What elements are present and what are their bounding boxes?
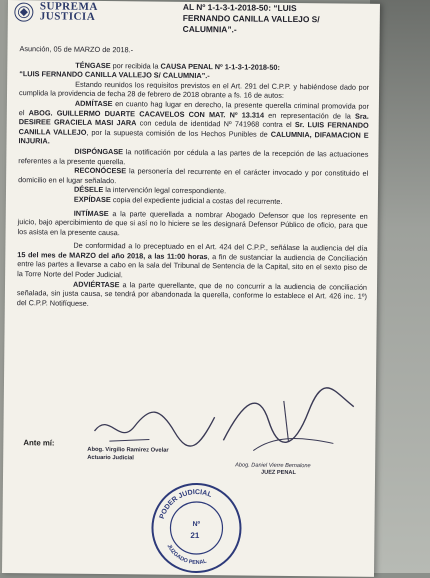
advertase-lead: ADVIÉRTASE <box>72 279 120 289</box>
judge-signature-block <box>235 462 311 477</box>
admitase-text-d: , por la supuesta comisión de los Hechos Punibles de <box>86 127 271 139</box>
paragraph-dispongase <box>18 146 368 169</box>
intimase-text: a la parte querellada a nombrar Abogado Defensor que los represente en juicio, bajo apercibimiento de que si así no lo hiciere se les designará Defensor Público de oficio, para que los asista en la presente causa. <box>17 208 368 237</box>
document-header <box>8 0 380 35</box>
case-ref-line1: AL Nº 1-1-3-1-2018-50: “LUIS <box>182 1 297 14</box>
advertase-text: a la parte querellante, que de no concurrir a la audiencia de conciliación señalada, sin justa causa, se tendrá por abandonada la querella, conforme lo establece el Art. 426 inc. 1º) del C.P.P. Notifíquese. <box>16 279 368 308</box>
document-page <box>2 0 380 577</box>
paragraph-advertase <box>17 279 367 311</box>
stamp-bottom-text: JUZGADO PENAL <box>165 543 208 567</box>
ante-mi-label: Ante mí: <box>23 438 55 448</box>
court-stamp <box>148 480 245 577</box>
admitase-text-c: con cedula de identidad Nº 741968 contra el <box>136 118 295 130</box>
court-seal-icon <box>14 2 34 22</box>
court-logo <box>40 1 98 22</box>
case-name: “LUIS FERNANDO CANILLA VALLEJO S/ CALUMNIA”.- <box>19 69 210 81</box>
handwritten-signature-judge <box>213 380 364 462</box>
stamp-top-text: PODER JUDICIAL <box>158 488 213 520</box>
svg-text:JUZGADO PENAL <box>165 543 208 566</box>
stamp-center-label: Nº <box>192 520 201 529</box>
hearing-date: 15 del mes de MARZO del año 2018, a las 11:00 horas <box>17 249 208 261</box>
audiencia-text-b: , a fin de sustanciar la audiencia de Conciliación entre las partes a llevarse a cabo en la sala del Tribunal de Sentencia de la Capital, sito en el sexto piso de la Torre Norte del Poder Judicial. <box>17 251 368 280</box>
document-date: Asunción, 05 de MARZO de 2018.- <box>19 44 134 55</box>
judge-title: JUEZ PENAL <box>261 469 296 477</box>
reconocese-text: la personería del recurrente en el carácter invocado y por constituido el domicilio en el lugar señalado. <box>18 166 369 185</box>
paragraph-intimase <box>18 208 368 240</box>
desele-text: la intervención legal correspondiente. <box>103 185 227 196</box>
document-body <box>17 44 370 311</box>
tengase-text: por recibida la <box>110 60 161 71</box>
stamp-number: 21 <box>190 530 200 541</box>
defendant-name: Sr. LUIS FERNANDO CANILLA VALLEJO <box>18 120 369 137</box>
client-name: Sra. DESIREE GRACIELA MASI JARA <box>18 111 369 128</box>
paragraph-reconocese <box>18 165 368 188</box>
case-ref-line2: FERNANDO CANILLA VALLEJO S/ <box>182 12 320 25</box>
dispongase-text: la notificación por cédula a las partes de la recepción de las actuaciones referentes a la presente querella. <box>18 147 369 166</box>
paragraph-requisitos: Estando reunidos los requisitos previstos en el Art. 291 del C.P.P. y habiéndose dado por cumplida la providencia de fecha 28 de febrero de 2018 obrante a fs. 16 de autos: <box>18 79 370 101</box>
logo-line-4: JUSTICIA <box>39 10 96 23</box>
lawyer-name: ABOG. GUILLERMO DUARTE CACAVELOS CON MAT. Nº 13.314 <box>28 107 265 120</box>
tengase-lead: TÉNGASE <box>75 60 111 70</box>
case-ref-line3: CALUMNIA”.- <box>182 23 237 35</box>
handwritten-signature-clerk <box>89 401 220 452</box>
case-reference-header <box>183 2 378 37</box>
desele-lead: DÉSELE <box>73 185 104 195</box>
crimes: CALUMNIA, DIFAMACION E INJURIA. <box>18 129 369 146</box>
expidase-text: copia del expediente judicial a costas del recurrente. <box>110 194 283 206</box>
audiencia-text-a: De conformidad a lo preceptuado en el Art. 424 del C.P.P., señálase la audiencia del día <box>73 240 368 254</box>
case-number: CAUSA PENAL Nº 1-1-3-1-2018-50: <box>160 61 280 72</box>
dispongase-lead: DISPÓNGASE <box>74 146 124 157</box>
judge-name: Abog. Daniel Vierre Bernalone <box>235 462 311 470</box>
reconocese-lead: RECONÓCESE <box>74 165 127 176</box>
paragraph-audiencia <box>17 240 367 282</box>
admitase-text-b: en representación de la <box>264 110 356 121</box>
clerk-title: Actuario Judicial <box>87 454 134 461</box>
intimase-lead: INTÍMASE <box>73 208 109 218</box>
expidase-lead: EXPÍDASE <box>73 194 111 204</box>
logo-line-3: SUPREMA <box>39 0 98 13</box>
paragraph-admitase <box>18 98 368 150</box>
admitase-lead: ADMÍTASE <box>74 98 113 109</box>
clerk-signature-block <box>87 447 169 463</box>
admitase-text-a: en cuanto hag lugar en derecho, la presente querella criminal promovida por el <box>18 99 369 117</box>
clerk-name: Abog. Virgilio Ramirez Ovelar <box>87 446 169 454</box>
